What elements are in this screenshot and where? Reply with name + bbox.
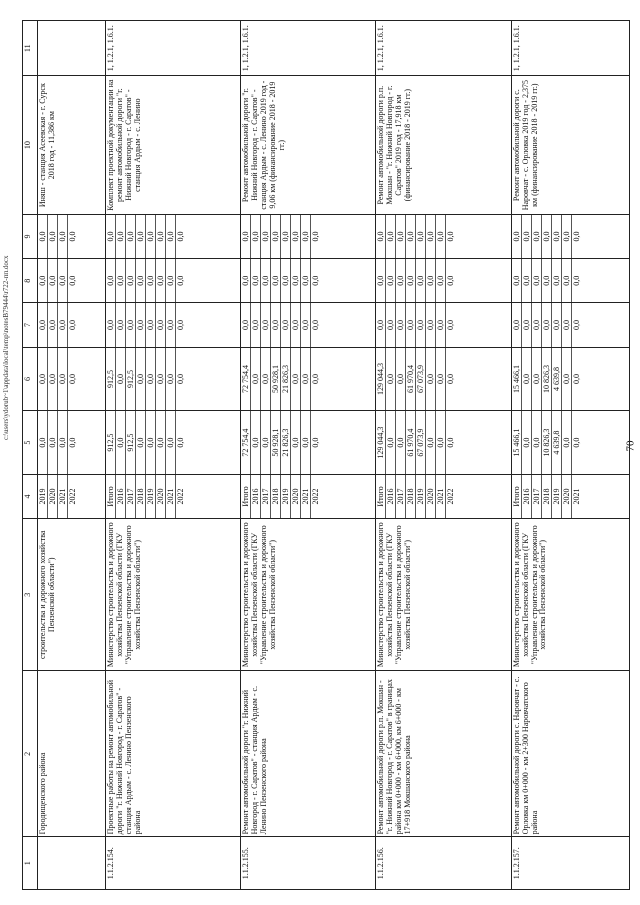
value-cell: Итого (512, 475, 522, 518)
value-cell: 0,0 (426, 411, 436, 474)
row-id: 1.1.2.156. (376, 837, 511, 890)
value-cell: 0,0 (48, 303, 58, 346)
value-cell: 2019 (146, 475, 156, 518)
value-cell: 4 639,8 (552, 411, 562, 474)
value-cell: 15 466,1 (512, 348, 522, 411)
local-budget-cell (511, 259, 629, 303)
federal-budget-cell (511, 303, 629, 347)
value-cell: 0,0 (241, 259, 251, 302)
value-cell: 0,0 (146, 259, 156, 302)
value-cell: 0,0 (291, 215, 301, 258)
header-cell: 2 (23, 671, 38, 837)
value-cell: 50 928,1 (271, 411, 281, 474)
value-cell: 72 754,4 (241, 348, 251, 411)
value-cell: 10 826,3 (542, 411, 552, 474)
table-row (38, 21, 106, 890)
value-cell: 0,0 (552, 259, 562, 302)
value-cell: 2016 (116, 475, 126, 518)
value-cell: 0,0 (146, 215, 156, 258)
value-cell: 2016 (386, 475, 396, 518)
value-cell: 0,0 (261, 348, 271, 411)
value-cell: 0,0 (261, 259, 271, 302)
value-cell: 0,0 (571, 320, 581, 330)
value-cell: 912,5 (106, 411, 116, 474)
value-cell: 0,0 (241, 215, 251, 258)
regional-budget-cell (38, 347, 106, 411)
value-cell: 0,0 (166, 411, 176, 474)
header-cell: 6 (23, 347, 38, 411)
value-cell: 0,0 (562, 259, 572, 302)
table-row (240, 21, 375, 890)
header-cell: 7 (23, 303, 38, 347)
local-budget-cell (376, 259, 511, 303)
executor: Министерство строительства и дорожного хозяйства Пензенской области (ГКУ "Управление строительства и дорожного хозяйства Пензенской области") (376, 519, 511, 671)
value-cell: 0,0 (156, 303, 166, 346)
value-cell: 0,0 (68, 437, 77, 448)
value-cell: 0,0 (271, 303, 281, 346)
value-cell: 50 928,1 (271, 348, 281, 411)
expected-result: Комплект проектной документации на ремонт автомобильной дороги "г. Нижний Новгород - г. Саратов" - станция Ардым - с. Ленино (105, 76, 240, 214)
value-cell: 0,0 (136, 348, 146, 411)
value-cell: 0,0 (126, 259, 136, 302)
rotated-page (22, 20, 630, 890)
executor: Министерство строительства и дорожного хозяйства Пензенской области (ГКУ "Управление строительства и дорожного хозяйства Пензенской области") (511, 519, 629, 671)
value-cell: 0,0 (116, 303, 126, 346)
value-cell: 0,0 (166, 259, 176, 302)
header-cell: 5 (23, 411, 38, 475)
row-id: 1.1.2.155. (240, 837, 375, 890)
value-cell: 2019 (416, 475, 426, 518)
value-cell: 0,0 (156, 348, 166, 411)
value-cell: Итого (241, 475, 251, 518)
value-cell: 0,0 (48, 259, 58, 302)
value-cell: 72 754,4 (241, 411, 251, 474)
value-cell: 21 826,3 (281, 411, 291, 474)
other-sources-cell (376, 214, 511, 258)
value-cell: 0,0 (251, 303, 261, 346)
years-cell (511, 474, 629, 518)
executor: строительства и дорожного хозяйства Пензенской области") (38, 519, 106, 671)
measure-name: Проектные работы на ремонт автомобильной дороги "г. Нижний Новгород - г. Саратов" - станция Ардым - с. Ленино Пензенского района (105, 671, 240, 837)
value-cell: 0,0 (38, 215, 48, 258)
years-cell (105, 474, 240, 518)
value-cell: 0,0 (156, 411, 166, 474)
table-row (376, 21, 511, 890)
value-cell: 0,0 (261, 215, 271, 258)
value-cell: 0,0 (281, 259, 291, 302)
value-cell: 2018 (542, 475, 552, 518)
value-cell: 0,0 (175, 320, 185, 330)
federal-budget-cell (376, 303, 511, 347)
value-cell: 0,0 (522, 411, 532, 474)
value-cell: 0,0 (552, 215, 562, 258)
value-cell: 15 466,1 (512, 411, 522, 474)
value-cell: 0,0 (38, 303, 48, 346)
value-cell: 2022 (446, 488, 456, 505)
value-cell: 0,0 (261, 303, 271, 346)
value-cell: 0,0 (156, 215, 166, 258)
value-cell: 0,0 (542, 303, 552, 346)
value-cell: 0,0 (436, 303, 446, 346)
indicator-link (38, 21, 106, 76)
value-cell: 0,0 (386, 411, 396, 474)
value-cell: 0,0 (166, 303, 176, 346)
indicator-link: 1, 1.2.1, 1.6.1. (240, 21, 375, 76)
value-cell: 129 044,3 (376, 411, 386, 474)
value-cell: 2021 (436, 475, 446, 518)
value-cell: 0,0 (48, 215, 58, 258)
regional-budget-cell (105, 347, 240, 411)
value-cell: 0,0 (436, 215, 446, 258)
value-cell: 0,0 (396, 303, 406, 346)
years-cell (38, 474, 106, 518)
value-cell: 0,0 (542, 259, 552, 302)
value-cell: 2022 (68, 488, 77, 505)
value-cell: 67 073,9 (416, 348, 426, 411)
value-cell: 0,0 (522, 303, 532, 346)
value-cell: Итого (376, 475, 386, 518)
value-cell: 2020 (156, 475, 166, 518)
value-cell: 0,0 (446, 437, 456, 448)
value-cell: 0,0 (416, 259, 426, 302)
value-cell: 0,0 (136, 259, 146, 302)
value-cell: 2017 (126, 475, 136, 518)
value-cell: 0,0 (436, 348, 446, 411)
table-row (105, 21, 240, 890)
header-cell: 10 (23, 76, 38, 214)
executor: Министерство строительства и дорожного хозяйства Пензенской области (ГКУ "Управление строительства и дорожного хозяйства Пензенской области") (240, 519, 375, 671)
value-cell: 0,0 (532, 215, 542, 258)
value-cell: 2019 (552, 475, 562, 518)
value-cell: 67 073,9 (416, 411, 426, 474)
value-cell: 0,0 (136, 411, 146, 474)
total-cell (240, 411, 375, 475)
federal-budget-cell (240, 303, 375, 347)
value-cell: 0,0 (532, 411, 542, 474)
value-cell: 0,0 (271, 215, 281, 258)
value-cell: 2019 (281, 475, 291, 518)
expected-result: Ремонт автомобильной дороги с. Наровчат - с. Орловка 2019 год - 2,375 км (финансирование 2018 - 2019 гг.) (511, 76, 629, 214)
value-cell: 0,0 (396, 348, 406, 411)
value-cell: 2017 (261, 475, 271, 518)
value-cell: 0,0 (106, 215, 116, 258)
value-cell: 0,0 (261, 411, 271, 474)
value-cell: 0,0 (116, 215, 126, 258)
value-cell: 0,0 (156, 259, 166, 302)
value-cell: 0,0 (291, 411, 301, 474)
value-cell: 61 970,4 (406, 411, 416, 474)
program-table (22, 20, 630, 890)
value-cell: 912,5 (126, 411, 136, 474)
value-cell: 2017 (532, 475, 542, 518)
measure-name: Ремонт автомобильной дороги р.п. Мокшан - "г. Нижний Новгород - г. Саратов" в границах района км 0+000 - км 6+000, км 6+000 - км 17+918 Мокшанского района (376, 671, 511, 837)
value-cell: 0,0 (396, 215, 406, 258)
value-cell: 0,0 (446, 373, 456, 384)
value-cell: 2016 (251, 475, 261, 518)
value-cell: 0,0 (426, 348, 436, 411)
row-id: 1.1.2.154. (105, 837, 240, 890)
other-sources-cell (240, 214, 375, 258)
value-cell: 2020 (426, 475, 436, 518)
value-cell: 21 826,3 (281, 348, 291, 411)
measure-name: Ремонт автомобильной дороги "г. Нижний Новгород - г. Саратов" - станция Ардым - с. Ленино Пензенского района (240, 671, 375, 837)
value-cell: 0,0 (126, 303, 136, 346)
value-cell: 0,0 (166, 215, 176, 258)
value-cell: 0,0 (175, 373, 185, 384)
value-cell: 0,0 (106, 259, 116, 302)
value-cell: 0,0 (542, 215, 552, 258)
value-cell: 0,0 (426, 303, 436, 346)
value-cell: 0,0 (446, 231, 456, 242)
value-cell: 0,0 (58, 411, 68, 474)
other-sources-cell (105, 214, 240, 258)
value-cell: 0,0 (271, 259, 281, 302)
indicator-link: 1, 1.2.1, 1.6.1. (511, 21, 629, 76)
value-cell: 0,0 (532, 303, 542, 346)
value-cell: 0,0 (376, 215, 386, 258)
value-cell: 2021 (58, 475, 68, 518)
value-cell: 0,0 (426, 259, 436, 302)
value-cell: 0,0 (406, 259, 416, 302)
value-cell: 0,0 (251, 215, 261, 258)
value-cell: 0,0 (436, 259, 446, 302)
header-cell: 8 (23, 259, 38, 303)
value-cell: 0,0 (58, 259, 68, 302)
value-cell: 0,0 (281, 215, 291, 258)
value-cell: 0,0 (386, 215, 396, 258)
value-cell: 0,0 (116, 259, 126, 302)
value-cell: 0,0 (310, 437, 320, 448)
value-cell: 0,0 (175, 275, 185, 286)
value-cell: 0,0 (376, 303, 386, 346)
value-cell: 0,0 (416, 215, 426, 258)
expected-result: Ремонт автомобильной дороги "г. Нижний Новгород - г. Саратов" - станция Ардым - с. Ленино 2019 год - 9,06 км (финансирование 2018 - 2019 гг.) (240, 76, 375, 214)
value-cell: 0,0 (386, 303, 396, 346)
executor: Министерство строительства и дорожного хозяйства Пензенской области (ГКУ "Управление строительства и дорожного хозяйства Пензенской области") (105, 519, 240, 671)
row-id: 1.1.2.157. (511, 837, 629, 890)
value-cell: 0,0 (571, 275, 581, 286)
value-cell: 2017 (396, 475, 406, 518)
value-cell: 0,0 (301, 348, 311, 411)
value-cell: 0,0 (251, 411, 261, 474)
local-budget-cell (240, 259, 375, 303)
value-cell: 0,0 (116, 348, 126, 411)
value-cell: 0,0 (68, 275, 77, 286)
local-budget-cell (38, 259, 106, 303)
value-cell: 0,0 (396, 259, 406, 302)
page-number: 70 (624, 440, 637, 452)
table-row (511, 21, 629, 890)
value-cell: 0,0 (426, 215, 436, 258)
value-cell: 0,0 (571, 231, 581, 242)
value-cell: 0,0 (522, 259, 532, 302)
value-cell: 0,0 (68, 373, 77, 384)
row-id (38, 837, 106, 890)
value-cell: 0,0 (38, 411, 48, 474)
header-cell: 1 (23, 837, 38, 890)
value-cell: 2021 (301, 475, 311, 518)
value-cell: 2022 (310, 488, 320, 505)
value-cell: 0,0 (446, 320, 456, 330)
regional-budget-cell (376, 347, 511, 411)
value-cell: 0,0 (58, 215, 68, 258)
value-cell: 0,0 (512, 303, 522, 346)
value-cell: 2022 (175, 488, 185, 505)
header-cell: 3 (23, 519, 38, 671)
years-cell (240, 474, 375, 518)
value-cell: 0,0 (301, 259, 311, 302)
value-cell: 61 970,4 (406, 348, 416, 411)
value-cell: 0,0 (416, 303, 426, 346)
value-cell: 0,0 (552, 303, 562, 346)
value-cell: 0,0 (562, 348, 572, 411)
value-cell: 0,0 (571, 437, 581, 448)
regional-budget-cell (511, 347, 629, 411)
expected-result: Ремонт автомобильной дороги р.п. Мокшан - "г. Нижний Новгород - г. Саратов" 2019 год - 17,918 км (финансирование 2018 - 2019 гг.) (376, 76, 511, 214)
value-cell: 0,0 (251, 348, 261, 411)
value-cell: 0,0 (291, 348, 301, 411)
regional-budget-cell (240, 347, 375, 411)
value-cell: 0,0 (301, 215, 311, 258)
value-cell: 4 639,8 (552, 348, 562, 411)
header-row (23, 21, 38, 890)
value-cell: 2020 (562, 475, 572, 518)
value-cell: 0,0 (146, 411, 156, 474)
value-cell: 0,0 (522, 348, 532, 411)
value-cell: 0,0 (446, 275, 456, 286)
value-cell: 0,0 (281, 303, 291, 346)
value-cell: 2016 (522, 475, 532, 518)
value-cell: 0,0 (406, 215, 416, 258)
years-cell (376, 474, 511, 518)
other-sources-cell (511, 214, 629, 258)
other-sources-cell (38, 214, 106, 258)
value-cell: 0,0 (175, 437, 185, 448)
value-cell: 0,0 (126, 215, 136, 258)
value-cell: 0,0 (386, 348, 396, 411)
value-cell: 0,0 (116, 411, 126, 474)
total-cell (38, 411, 106, 475)
value-cell: 0,0 (68, 320, 77, 330)
header-cell: 4 (23, 474, 38, 518)
value-cell: 0,0 (166, 348, 176, 411)
value-cell: 0,0 (58, 348, 68, 411)
value-cell: 2021 (571, 488, 581, 505)
value-cell: 0,0 (251, 259, 261, 302)
value-cell: 0,0 (562, 411, 572, 474)
value-cell: 0,0 (38, 259, 48, 302)
value-cell: 0,0 (571, 373, 581, 384)
value-cell: 0,0 (68, 231, 77, 242)
value-cell: 2018 (136, 475, 146, 518)
measure-name: Ремонт автомобильной дороги с. Наровчат - с. Орловка км 0+000 - км 2+300 Наровчатского района (511, 671, 629, 837)
value-cell: 2019 (38, 475, 48, 518)
value-cell: 0,0 (532, 259, 542, 302)
value-cell: 0,0 (532, 348, 542, 411)
value-cell: 912,5 (126, 348, 136, 411)
value-cell: 0,0 (396, 411, 406, 474)
value-cell: 0,0 (136, 215, 146, 258)
value-cell: 0,0 (436, 411, 446, 474)
value-cell: 0,0 (512, 259, 522, 302)
value-cell: 0,0 (301, 411, 311, 474)
indicator-link: 1, 1.2.1, 1.6.1. (376, 21, 511, 76)
indicator-link: 1, 1.2.1, 1.6.1. (105, 21, 240, 76)
value-cell: Итого (106, 475, 116, 518)
value-cell: 0,0 (291, 259, 301, 302)
value-cell: 0,0 (48, 411, 58, 474)
value-cell: 0,0 (146, 303, 156, 346)
expected-result: Иняш - станция Асеевская - г. Сурск 2018 год - 11,386 км (38, 76, 106, 214)
value-cell: 0,0 (310, 320, 320, 330)
value-cell: 2020 (291, 475, 301, 518)
value-cell: 0,0 (175, 231, 185, 242)
value-cell: 10 826,3 (542, 348, 552, 411)
value-cell: 0,0 (406, 303, 416, 346)
value-cell: 0,0 (310, 231, 320, 242)
value-cell: 2018 (406, 475, 416, 518)
value-cell: 0,0 (376, 259, 386, 302)
total-cell (105, 411, 240, 475)
value-cell: 0,0 (512, 215, 522, 258)
value-cell: 912,5 (106, 348, 116, 411)
header-cell: 9 (23, 214, 38, 258)
local-budget-cell (105, 259, 240, 303)
value-cell: 0,0 (386, 259, 396, 302)
value-cell: 0,0 (106, 303, 116, 346)
value-cell: 2020 (48, 475, 58, 518)
value-cell: 2021 (166, 475, 176, 518)
value-cell: 0,0 (48, 348, 58, 411)
federal-budget-cell (38, 303, 106, 347)
value-cell: 0,0 (291, 303, 301, 346)
value-cell: 0,0 (310, 275, 320, 286)
value-cell: 0,0 (310, 373, 320, 384)
value-cell: 0,0 (38, 348, 48, 411)
measure-name: Городищенского района (38, 671, 106, 837)
value-cell: 2018 (271, 475, 281, 518)
value-cell: 0,0 (58, 303, 68, 346)
value-cell: 0,0 (146, 348, 156, 411)
value-cell: 0,0 (301, 303, 311, 346)
total-cell (376, 411, 511, 475)
value-cell: 0,0 (241, 303, 251, 346)
value-cell: 0,0 (562, 215, 572, 258)
value-cell: 0,0 (136, 303, 146, 346)
value-cell: 129 044,3 (376, 348, 386, 411)
value-cell: 0,0 (562, 303, 572, 346)
header-cell: 11 (23, 21, 38, 76)
federal-budget-cell (105, 303, 240, 347)
value-cell: 0,0 (522, 215, 532, 258)
total-cell (511, 411, 629, 475)
